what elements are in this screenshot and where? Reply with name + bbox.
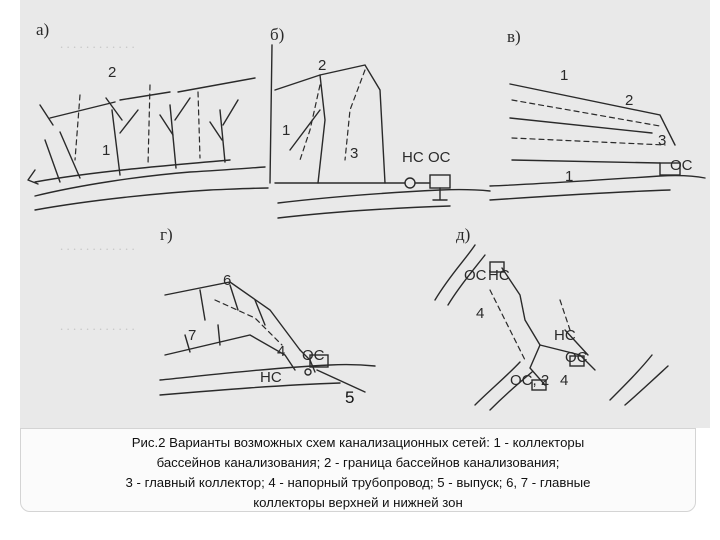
- collector-1-lower: [512, 160, 660, 163]
- label-v-treatment: ОС: [670, 157, 693, 174]
- schemes-drawing: [20, 0, 710, 428]
- sewer-network-figure: [20, 0, 710, 428]
- label-a-boundary: 2: [108, 64, 117, 81]
- river-v: [490, 176, 705, 186]
- label-b-treatment: ОС: [428, 149, 451, 166]
- river-d-right: [610, 355, 652, 400]
- panel-d-letter: д): [456, 225, 471, 244]
- panel-a-letter: а): [36, 20, 50, 39]
- lower-zone-collector-7: [165, 335, 295, 370]
- panel-b-labels: [282, 57, 451, 166]
- label-d-ps-right: НС: [554, 327, 576, 344]
- label-b-main: 3: [350, 145, 359, 162]
- panel-d-labels: [464, 267, 588, 389]
- caption-line-1: Рис.2 Варианты возможных схем канализационных сетей: 1 - коллекторы: [131, 435, 585, 450]
- scan-ghost-text: [60, 36, 135, 333]
- treatment-b-symbol: [430, 175, 450, 188]
- panel-a-labels: [102, 64, 116, 159]
- panel-g-letter: г): [160, 225, 173, 244]
- label-g-treatment: ОС: [302, 347, 325, 364]
- label-v-boundary: 2: [625, 92, 634, 109]
- svg-text:. . . . . . . .: . . . . . . . . . . . .: [60, 238, 135, 253]
- label-g-pressure: 4: [277, 343, 286, 360]
- river-bank-a: [35, 167, 265, 196]
- panel-g-boundaries: [215, 300, 282, 345]
- label-d-ts-top: ОС: [464, 267, 487, 284]
- label-v-collectors-lower: 1: [565, 168, 574, 185]
- river-b: [278, 190, 490, 203]
- label-a-collectors: 1: [102, 142, 111, 159]
- panel-v-letter: в): [507, 27, 521, 46]
- label-d-ps-top: НС: [488, 267, 510, 284]
- label-d-ts-right: ОС: [565, 349, 588, 366]
- svg-text:. . . . . . . .: . . . . . . . . . . . .: [60, 318, 135, 333]
- label-v-main: 3: [658, 132, 667, 149]
- svg-text:. . . . . . . .: . . . . . . . . . . . .: [60, 36, 135, 51]
- caption-line-2: бассейнов канализования; 2 - граница бассейнов канализования;: [156, 455, 560, 470]
- panel-b-scheme: [270, 45, 490, 218]
- label-g-pump: НС: [260, 369, 282, 386]
- label-b-boundary: 2: [318, 57, 327, 74]
- panel-v-boundaries: [512, 100, 665, 145]
- figure-caption: [20, 428, 696, 512]
- label-d-ts-bottom: ОС, 2: [510, 372, 550, 389]
- outlet-5-line: [317, 370, 365, 392]
- panel-letters: [36, 20, 521, 244]
- label-d-pressure-bottom: 4: [560, 372, 569, 389]
- label-v-collectors: 1: [560, 67, 569, 84]
- label-g-lower: 7: [188, 327, 197, 344]
- caption-line-3: 3 - главный коллектор; 4 - напорный трубопровод; 5 - выпуск; 6, 7 - главные: [125, 475, 591, 490]
- outlet-point-g: [305, 369, 311, 375]
- panel-g-labels: [188, 272, 325, 386]
- caption-line-4: коллекторы верхней и нижней зон: [253, 495, 463, 510]
- river-bank-a-lower: [35, 188, 268, 210]
- label-g-upper: 6: [223, 272, 232, 289]
- outlet-callout-5: 5: [345, 388, 355, 407]
- label-b-collectors: 1: [282, 122, 291, 139]
- label-b-pump: НС: [402, 149, 424, 166]
- label-d-pressure-top: 4: [476, 305, 485, 322]
- pump-station-b-symbol: [405, 178, 415, 188]
- panel-b-letter: б): [270, 25, 285, 44]
